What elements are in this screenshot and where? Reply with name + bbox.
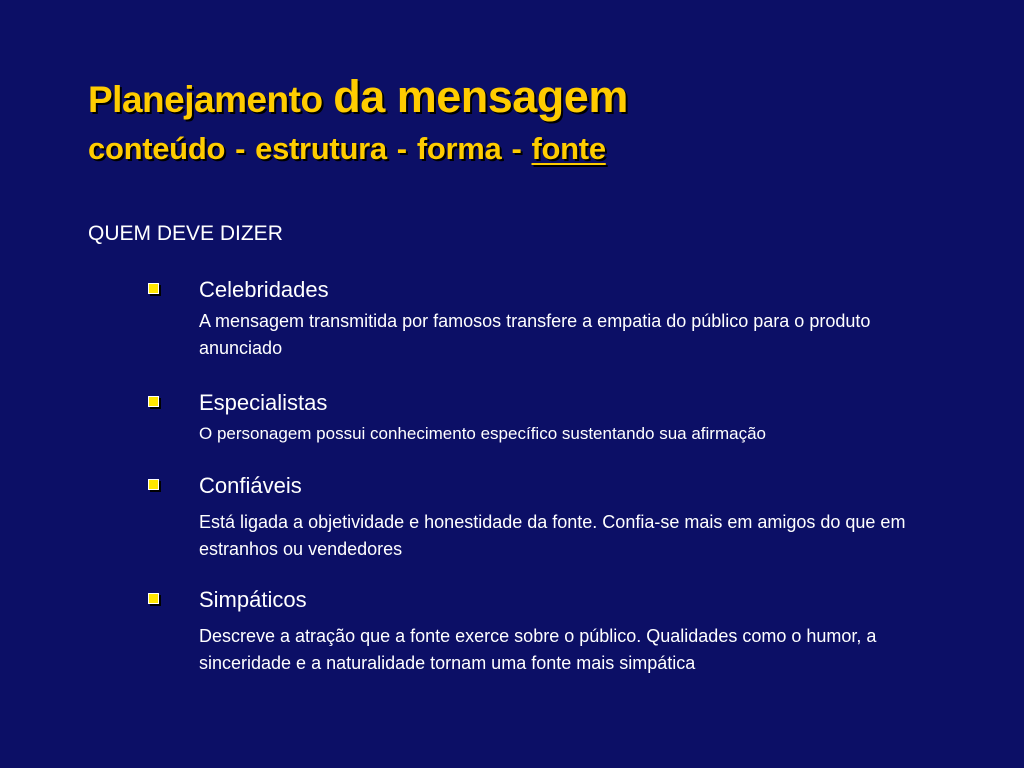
item-description: Descreve a atração que a fonte exerce sobre o público. Qualidades como o humor, a sinceridade e a naturalidade tornam uma fonte mais simpática xyxy=(199,626,877,673)
item-description: O personagem possui conhecimento específico sustentando sua afirmação xyxy=(199,424,766,443)
slide-subtitle xyxy=(88,133,628,164)
title-word-2: da mensagem xyxy=(333,71,628,122)
item-description: A mensagem transmitida por famosos transfere a empatia do público para o produto anunciado xyxy=(199,311,871,358)
title-word-1: Planejamento xyxy=(88,79,323,120)
subtitle-part-forma: forma xyxy=(416,131,502,166)
item-title: Confiáveis xyxy=(199,473,302,498)
subtitle-part-estrutura: estrutura xyxy=(255,131,387,166)
square-bullet-icon xyxy=(148,283,159,294)
item-title: Celebridades xyxy=(199,277,329,302)
square-bullet-icon xyxy=(148,396,159,407)
slide-title xyxy=(88,71,628,122)
subtitle-separator: - xyxy=(396,131,407,166)
item-title: Especialistas xyxy=(199,390,328,415)
square-bullet-icon xyxy=(148,593,159,604)
subtitle-part-fonte: fonte xyxy=(531,131,606,166)
square-bullet-icon xyxy=(148,479,159,490)
subtitle-separator: - xyxy=(235,131,246,166)
item-description: Está ligada a objetividade e honestidade da fonte. Confia-se mais em amigos do que em estranhos ou vendedores xyxy=(199,512,906,559)
subtitle-separator: - xyxy=(511,131,522,166)
subtitle-part-conteudo: conteúdo xyxy=(88,131,226,166)
title-block xyxy=(88,71,628,166)
section-heading: QUEM DEVE DIZER xyxy=(88,222,283,245)
item-title: Simpáticos xyxy=(199,587,307,612)
